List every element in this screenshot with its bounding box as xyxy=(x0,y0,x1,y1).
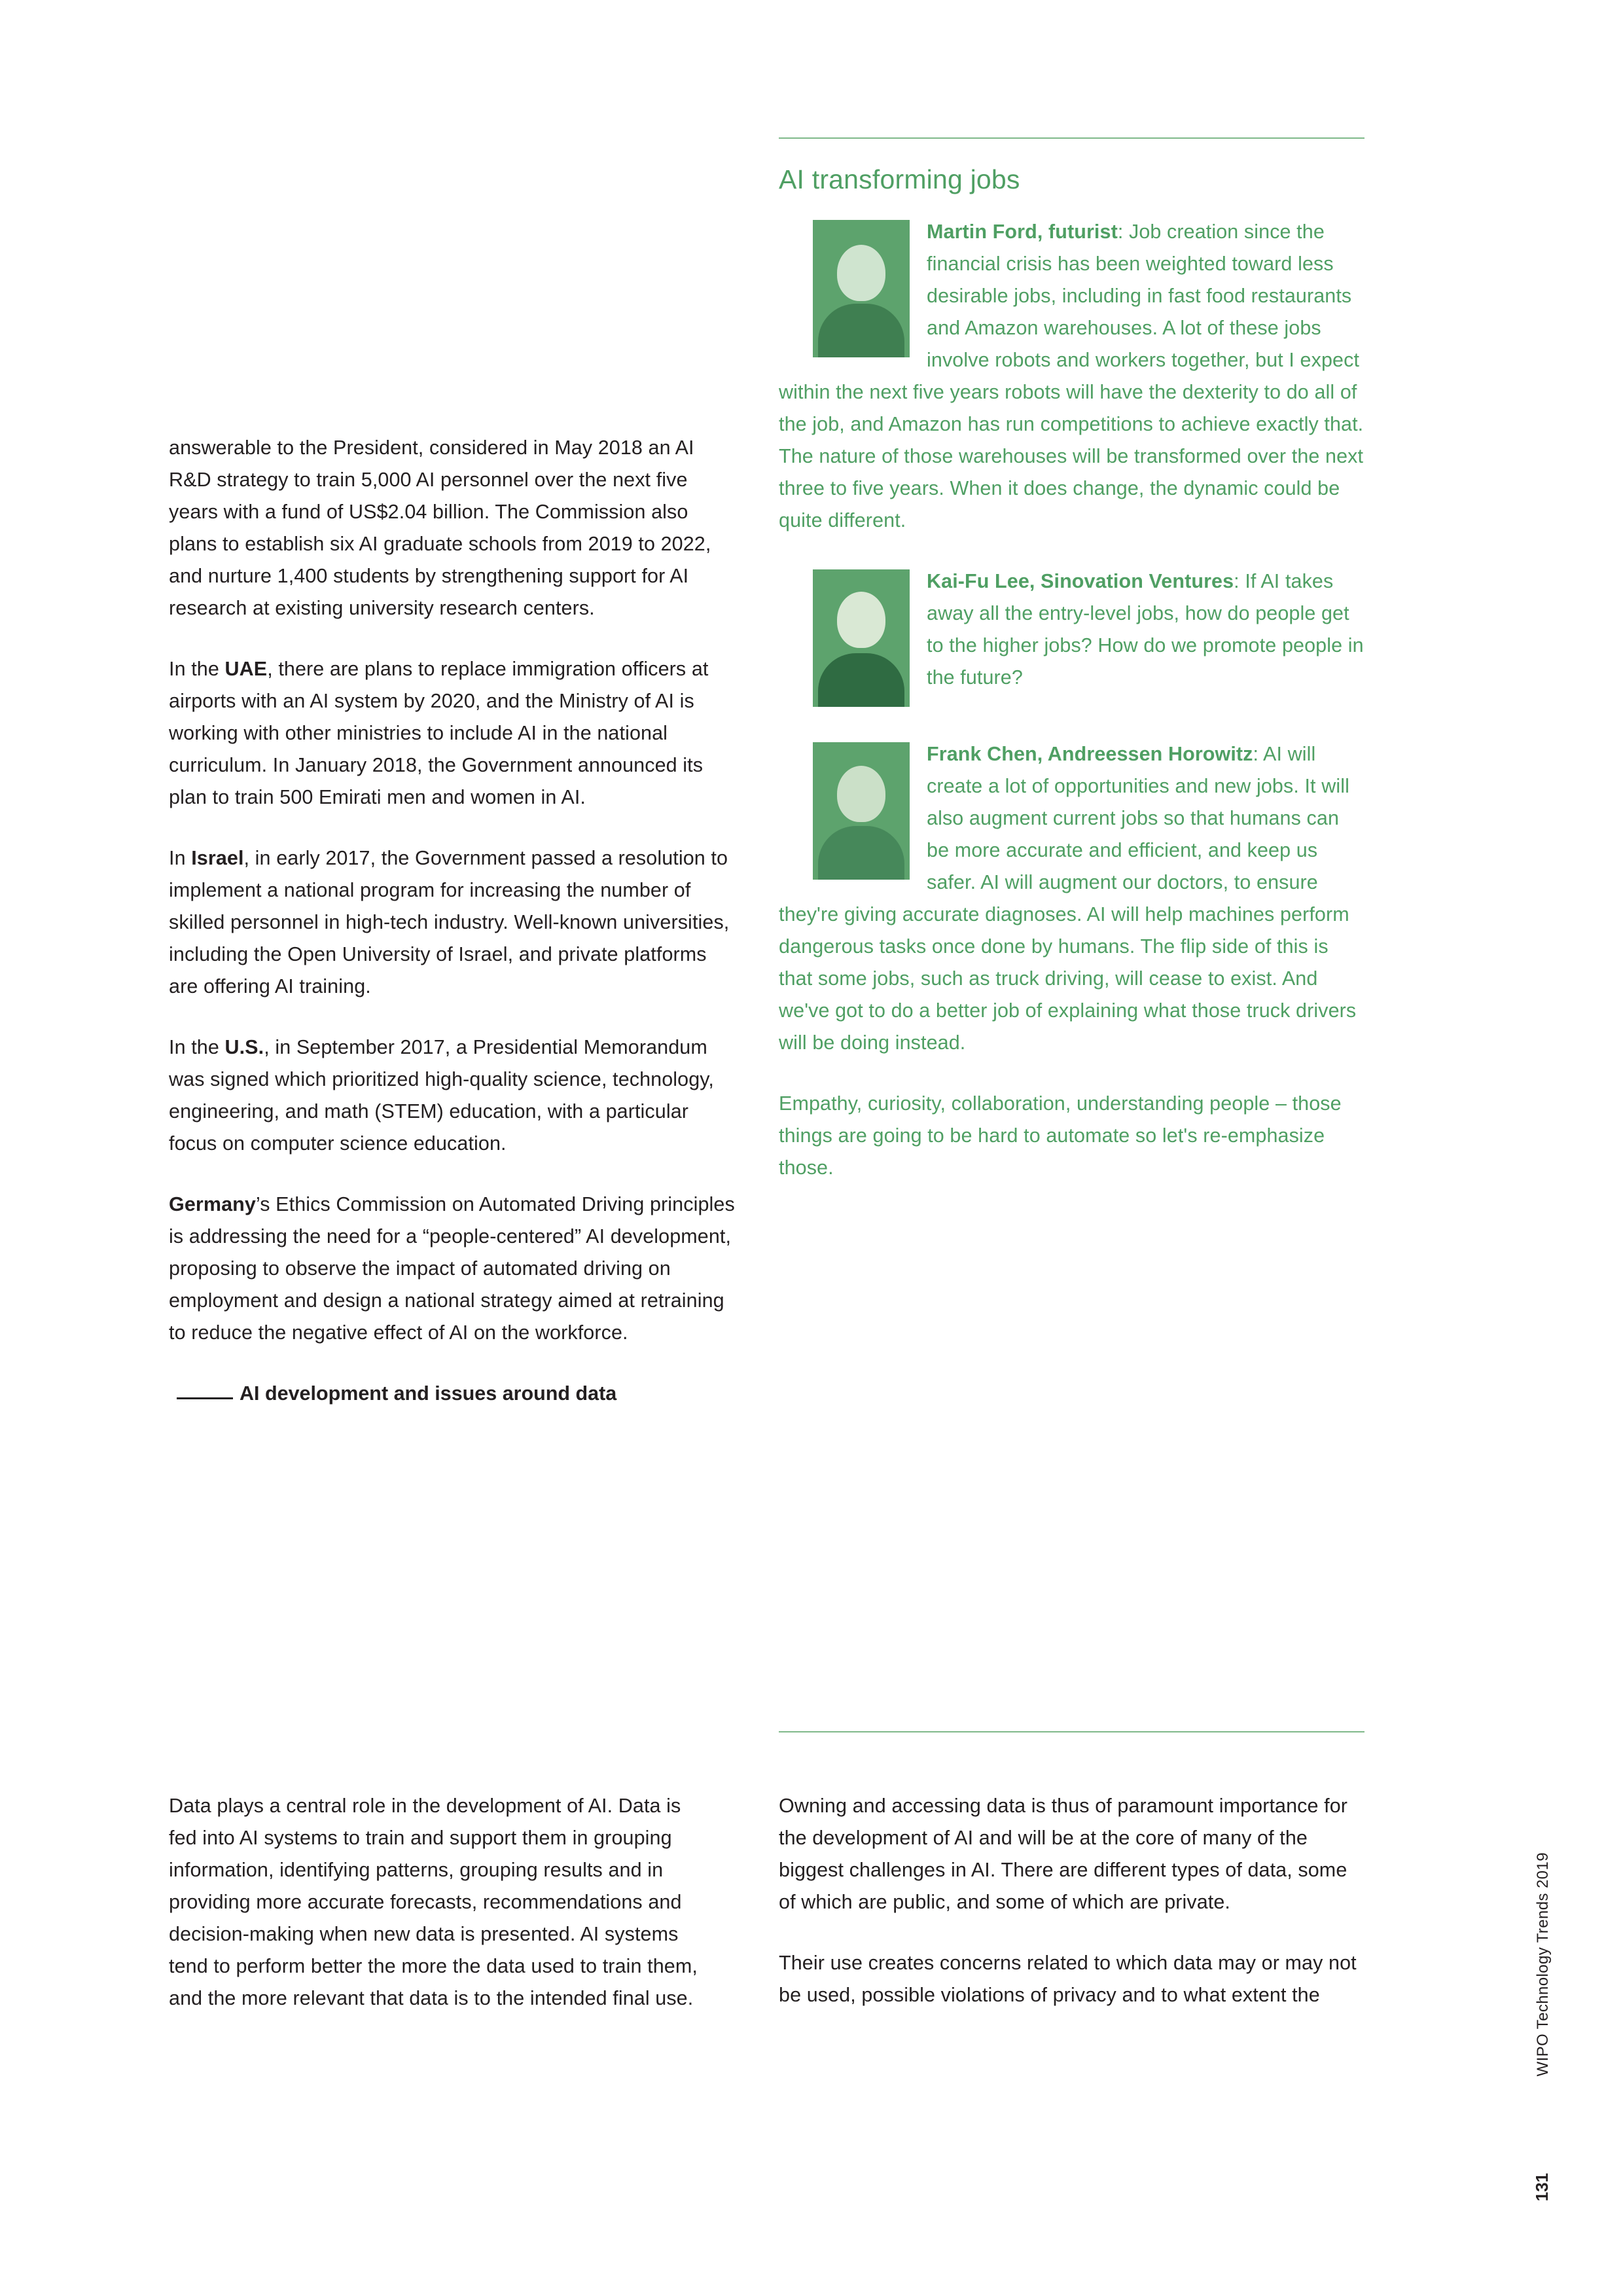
subsection-heading-text: AI development and issues around data xyxy=(240,1382,617,1405)
term-us: U.S. xyxy=(224,1036,264,1058)
quote-name-martin-ford: Martin Ford, futurist xyxy=(927,221,1118,243)
subsection-heading-ai-development-data xyxy=(169,1378,738,1410)
lower-rule xyxy=(779,1731,1364,1732)
portrait-kai-fu-lee-image xyxy=(813,569,910,707)
term-uae: UAE xyxy=(224,658,268,680)
left-column xyxy=(169,432,738,1439)
right-column xyxy=(779,137,1364,1213)
portrait-body-shape xyxy=(818,826,904,880)
closing-paragraph: Empathy, curiosity, collaboration, understanding people – those things are going to be hard to automate so let's re-emphasize those. xyxy=(779,1092,1342,1179)
paragraph-3: In Israel, in early 2017, the Government passed a resolution to implement a national program for increasing the number of skilled personnel in high-tech industry. Well-known universities, including the Open University of Israel, and private platforms are offering AI training. xyxy=(169,847,730,997)
portrait-body-shape xyxy=(818,653,904,707)
page-number: 131 xyxy=(1532,2173,1552,2202)
paragraph-1 xyxy=(169,432,738,624)
portrait-body-shape xyxy=(818,304,904,357)
quote-body-kai-fu-lee: : If AI takes away all the entry-level jobs, how do people get to the higher jobs? How do we promote people in the future? xyxy=(927,570,1364,689)
portrait-martin-ford-image xyxy=(813,220,910,357)
paragraph-data-role: Data plays a central role in the development of AI. Data is fed into AI systems to train and support them in grouping information, identifying patterns, grouping results and in providing more accurate forecasts, recommendations and decision-making when new data is presented. AI systems tend to perform better the more the data used to train them, and the more relevant that data is to the intended final use. xyxy=(169,1795,698,2009)
top-rule xyxy=(779,137,1364,139)
quote-block-frank-chen xyxy=(779,738,1364,1059)
portrait-head-shape xyxy=(837,245,885,301)
heading-dash-rule xyxy=(177,1397,233,1399)
right-column-lower xyxy=(779,1790,1364,2040)
quote-body-martin-ford: : Job creation since the financial crisis has been weighted toward less desirable jobs, including in fast food restaurants and Amazon warehouses. A lot of these jobs involve robots and workers together, but I expect within the next five years robots will have the dexterity to do all of the job, and Amazon has run competitions to achieve exactly that. The nature of those warehouses will be transformed over the next three to five years. When it does change, the dynamic could be quite different. xyxy=(779,221,1364,531)
quote-body-frank-chen: : AI will create a lot of opportunities and new jobs. It will also augment current jobs so that humans can be more accurate and efficient, and keep us safer. AI will augment our doctors, to ensure they're giving accurate diagnoses. AI will help machines perform dangerous tasks once done by humans. The flip side of this is that some jobs, such as truck driving, will cease to exist. And we've got to do a better job of explaining what those truck drivers will be doing instead. xyxy=(779,743,1357,1054)
quote-name-frank-chen: Frank Chen, Andreessen Horowitz xyxy=(927,743,1253,765)
paragraph-5: Germany’s Ethics Commission on Automated Driving principles is addressing the need for a “people-centered” AI development, proposing to observe the impact of automated driving on employment and design a national strategy aimed at retraining to reduce the negative effect of AI on the workforce. xyxy=(169,1193,735,1344)
portrait-frank-chen-image xyxy=(813,742,910,880)
term-germany: Germany xyxy=(169,1193,256,1215)
left-column-lower xyxy=(169,1790,712,2043)
paragraph-owning-data: Owning and accessing data is thus of paramount importance for the development of AI and will be at the core of many of the biggest challenges in AI. There are different types of data, some of which are public, and some of which are private. xyxy=(779,1795,1348,1913)
portrait-head-shape xyxy=(837,592,885,648)
portrait-head-shape xyxy=(837,766,885,822)
paragraph-4: In the U.S., in September 2017, a Presidential Memorandum was signed which prioritized high-quality science, technology, engineering, and math (STEM) education, with a particular focus on computer science education. xyxy=(169,1036,714,1155)
paragraph-2: In the UAE, there are plans to replace immigration officers at airports with an AI system by 2020, and the Ministry of AI is working with other ministries to include AI in the national curriculum. In January 2018, the Government announced its plan to train 500 Emirati men and women in AI. xyxy=(169,658,709,808)
term-israel: Israel xyxy=(191,847,244,869)
footer-publication-title: WIPO Technology Trends 2019 xyxy=(1534,1852,1552,2077)
paragraph-concerns: Their use creates concerns related to which data may or may not be used, possible violations of privacy and to what extent the xyxy=(779,1952,1357,2006)
quote-block-kai-fu-lee xyxy=(779,565,1364,709)
quote-block-martin-ford xyxy=(779,216,1364,537)
paragraph-1-text: answerable to the President, considered in May 2018 an AI R&D strategy to train 5,000 AI personnel over the next five years with a fund of US$2.04 billion. The Commission also plans to establish six AI graduate schools from 2019 to 2022, and nurture 1,400 students by strengthening support for AI research at existing university research centers. xyxy=(169,437,711,619)
section-title-ai-transforming-jobs: AI transforming jobs xyxy=(779,164,1020,194)
quote-name-kai-fu-lee: Kai-Fu Lee, Sinovation Ventures xyxy=(927,570,1234,592)
